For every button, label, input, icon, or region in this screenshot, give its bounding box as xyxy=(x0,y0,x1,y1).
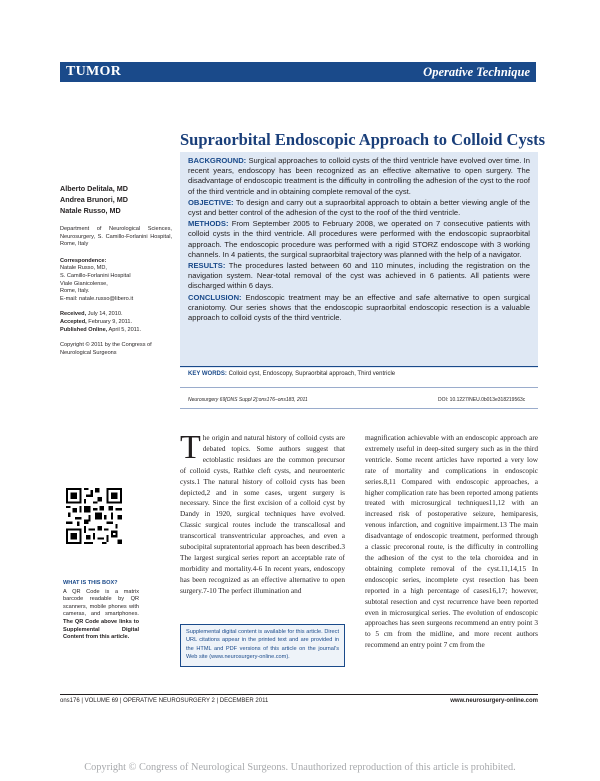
doi[interactable]: DOI: 10.1227/NEU.0b013e318219563c xyxy=(438,397,526,403)
keywords-label: KEY WORDS: xyxy=(188,371,227,377)
correspondence-line: Rome, Italy. xyxy=(60,288,90,295)
footer-divider xyxy=(60,694,538,695)
keywords-divider xyxy=(180,366,538,367)
keywords xyxy=(188,371,395,377)
qr-info-box xyxy=(63,580,139,642)
background-label: BACKGROUND: xyxy=(188,156,247,165)
body-text-col1: he origin and natural history of colloid cysts are debated topics. Some authors suggest that ectoblastic residues are the common precursor of colloid cysts, Rathke cleft cysts, and neuroenteric cysts.1 The natural history of colloid cysts has been depicted,2 and in some cases, urgent surgery is necessary. Since the first excision of a colloid cyst by Dandy in 1920, surgical techniques have evolved. Classic surgical routes include the transcallosal and transcortical transventricular approaches, and even a subocipital supratentorial approach has been described.3 The largest surgical series report an acceptable rate of morbidity and mortality.4-6 In recent years, endoscopy has been recognized as an effective alternative to open surgery.7-10 The perfect illumination and xyxy=(180,433,345,595)
abstract-box xyxy=(180,152,538,368)
abstract-background xyxy=(188,156,530,197)
received-date: July 14, 2010. xyxy=(87,311,123,318)
article-dates xyxy=(60,311,172,334)
objective-label: OBJECTIVE: xyxy=(188,197,234,207)
section-label: TUMOR xyxy=(66,64,122,79)
abstract-objective xyxy=(188,198,530,218)
article-title: Supraorbital Endoscopic Approach to Colloid Cysts xyxy=(180,130,546,149)
drop-cap: T xyxy=(180,429,201,466)
published-label: Published Online, xyxy=(60,326,108,333)
methods-text: From September 2005 to February 2008, we operated on 7 consecutive patients with colloid cysts in the third ventricle. All procedures were performed with the endoscopic supraorbital approach. The endoscopic procedure was performed with a rigid STORZ endoscope with 3 working channels. In 4 patients, the surgical supraorbital trajectory was planned with the help of a navigator. xyxy=(188,219,530,259)
qr-info-text: A QR Code is a matrix barcode readable by QR scanners, mobile phones with cameras, and smartphones. xyxy=(63,588,139,618)
correspondence-heading: Correspondence: xyxy=(60,257,107,264)
author-list xyxy=(60,183,172,216)
author-name: Alberto Delitala, MD xyxy=(60,184,128,193)
accepted-date: February 9, 2011. xyxy=(88,318,133,325)
correspondence-line: Viale Gianicolense, xyxy=(60,280,108,287)
results-label: RESULTS: xyxy=(188,261,226,271)
methods-label: METHODS: xyxy=(188,219,229,229)
journal-citation: Neurosurgery 69[ONS Suppl 2]:ons176–ons183, 2011 xyxy=(188,397,308,403)
section-header-bar xyxy=(60,62,536,82)
conclusion-text: Endoscopic treatment may be an effective and safe alternative to open surgical craniotomy. Our series shows that the endoscopic supraorbital endoscopic resection is a valuable approach to colloid cysts of the third ventricle. xyxy=(188,292,530,323)
abstract-methods xyxy=(188,219,530,260)
body-column-1 xyxy=(180,429,345,597)
correspondence-line: Natale Russo, MD, xyxy=(60,265,107,272)
copyright-watermark: Copyright © Congress of Neurological Surgeons. Unauthorized reproduction of this article is prohibited. xyxy=(84,762,516,773)
accepted-label: Accepted, xyxy=(60,318,87,325)
sidebar xyxy=(60,183,172,357)
abstract-results xyxy=(188,261,530,292)
qr-info-bold-text: The QR Code above links to Supplemental Digital Content from this article. xyxy=(63,618,139,641)
correspondence-email[interactable]: E-mail: natale.russo@libero.it xyxy=(60,295,134,302)
body-text-col2: magnification achievable with an endoscopic approach are extremely useful in deep-sited surgery such as in the third ventricle. Some recent articles have reported a very low rate of mortality and complications in endoscopic series.8,11 Compared with endoscopic approaches, a higher complication rate has been reported among patients treated with microsurgical techniques11,12 with an increased risk of postoperative seizure, hemiparesis, venous infarction, and cognitive impairment.13 The main disadvantage of endoscopic treatment, performed through a classic precoronal route, is the difficulty in controlling the adhesion of the cyst to the tela choroidea and in obtaining complete removal of the cyst.11,14,15 In endoscopic series, incomplete cyst resection has been reported in a high percentage of cases16,17; however, subtotal resection and cyst recurrence have been reported even in microsurgical series. The evolution of endoscopic approaches has seen surgeons recommend an entry point 3 to 5 cm from the midline, and more recent authors recommend an entry point 7 cm from the xyxy=(365,433,538,650)
author-name: Natale Russo, MD xyxy=(60,206,121,215)
keywords-text: Colloid cyst, Endoscopy, Supraorbital approach, Third ventricle xyxy=(228,371,396,377)
background-text: Surgical approaches to colloid cysts of the third ventricle have evolved over time. In recent years, endoscopy has been recognized as an effective alternative to open surgery. The disadvantage of endoscopic treatment is the difficulty in controlling the adhesion of the cyst to the roof of the third ventricle and in obtaining complete removal of the cyst. xyxy=(188,156,530,196)
author-name: Andrea Brunori, MD xyxy=(60,195,128,204)
supplemental-content-note: Supplemental digital content is available for this article. Direct URL citations appear in the printed text and are provided in the HTML and PDF versions of this article on the journal's Web site (www.neurosurgery-online.com). xyxy=(180,624,345,667)
qr-info-heading: WHAT IS THIS BOX? xyxy=(63,580,118,586)
footer-website-link[interactable]: www.neurosurgery-online.com xyxy=(450,698,538,704)
received-label: Received, xyxy=(60,311,87,318)
correspondence-line: S. Camillo-Forlanini Hospital xyxy=(60,272,131,279)
technique-label: Operative Technique xyxy=(423,65,530,79)
abstract-conclusion xyxy=(188,293,530,324)
published-date: April 5, 2011. xyxy=(108,326,142,333)
journal-divider-bottom xyxy=(180,408,538,409)
affiliation: Department of Neurological Sciences, Neurosurgery, S. Camillo-Forlanini Hospital, Rome, Italy xyxy=(60,226,172,248)
journal-divider-top xyxy=(180,387,538,388)
objective-text: To design and carry out a supraorbital approach to obtain a better viewing angle of the cyst and better control of the adhesion of the cyst to the roof of the third ventricle. xyxy=(188,197,530,218)
conclusion-label: CONCLUSION: xyxy=(188,292,242,302)
body-column-2 xyxy=(365,433,538,651)
qr-code-icon[interactable] xyxy=(66,488,122,544)
results-text: The procedures lasted between 60 and 110 minutes, including the registration on the navigation system. Near-total removal of the cyst was achieved in 6 patients. All patients were discharged within 6 days. xyxy=(188,261,530,291)
copyright-notice: Copyright © 2011 by the Congress of Neurological Surgeons xyxy=(60,342,152,356)
footer-citation: ons176 | VOLUME 69 | OPERATIVE NEUROSURGERY 2 | DECEMBER 2011 xyxy=(60,698,269,704)
